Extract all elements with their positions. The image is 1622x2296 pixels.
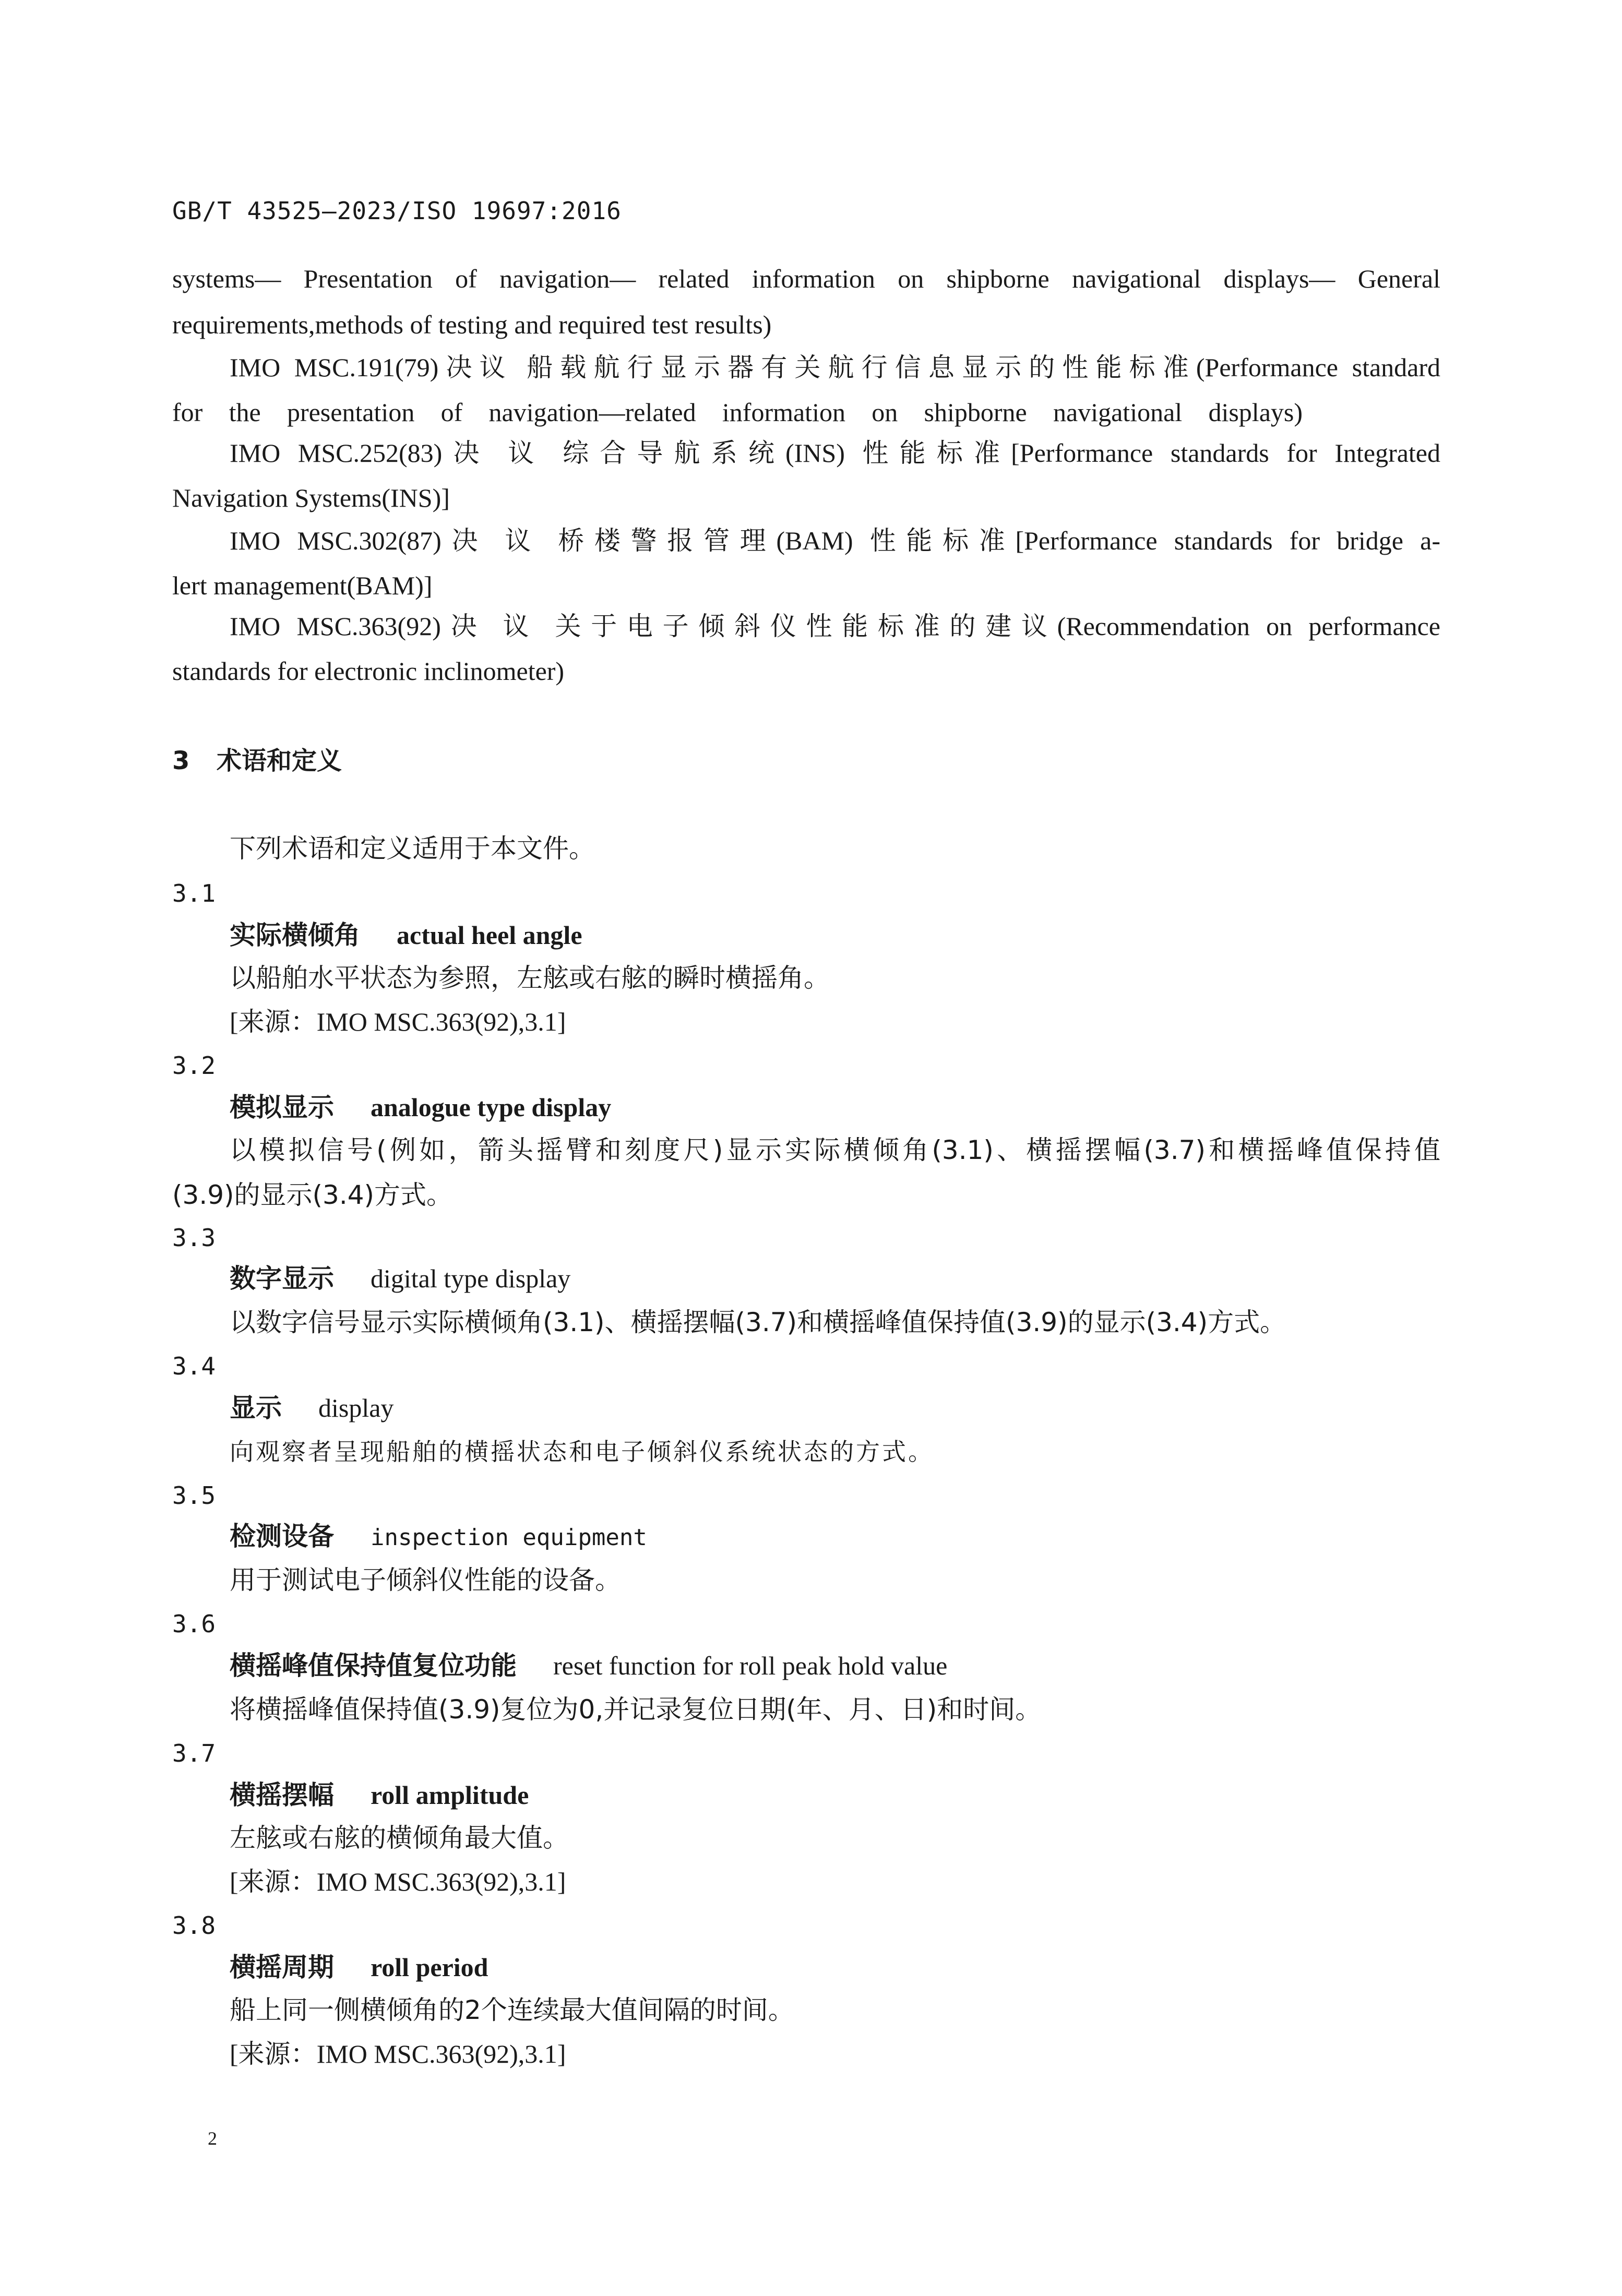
- term-chinese: 检测设备: [230, 1521, 334, 1551]
- term-chinese: 显示: [230, 1393, 282, 1423]
- term-definition: 以模拟信号(例如，箭头摇臂和刻度尺)显示实际横倾角(3.1)、横摇摆幅(3.7)和横摇峰值保持值: [230, 1135, 1440, 1165]
- term-number: 3.5: [172, 1481, 216, 1510]
- reference-continuation-line-2: requirements,methods of testing and required test results): [172, 310, 772, 339]
- term-definition: 以数字信号显示实际横倾角(3.1)、横摇摆幅(3.7)和横摇峰值保持值(3.9)的显示(3.4)方式。: [230, 1307, 1286, 1337]
- section-title: 术语和定义: [217, 746, 342, 775]
- term-number: 3.1: [172, 879, 216, 907]
- term-number: 3.8: [172, 1911, 216, 1940]
- term-number: 3.4: [172, 1352, 216, 1380]
- term-number: 3.2: [172, 1051, 216, 1080]
- term-heading: [230, 1262, 570, 1295]
- term-english: roll period: [371, 1953, 488, 1982]
- reference-imo-363-line-1: IMO MSC.363(92)决 议 关于电子倾斜仪性能标准的建议(Recommendation on performance: [230, 612, 1440, 641]
- section-number: 3: [172, 746, 190, 775]
- reference-imo-191-line-1: IMO MSC.191(79)决议 船载航行显示器有关航行信息显示的性能标准(Performance standard: [230, 353, 1440, 382]
- page-number: 2: [208, 2128, 217, 2149]
- term-english: actual heel angle: [397, 920, 582, 950]
- term-english: inspection equipment: [371, 1524, 647, 1551]
- term-chinese: 横摇峰值保持值复位功能: [230, 1651, 517, 1681]
- term-definition: 将横摇峰值保持值(3.9)复位为0,并记录复位日期(年、月、日)和时间。: [230, 1694, 1042, 1725]
- term-english: digital type display: [371, 1264, 571, 1293]
- reference-imo-363-line-2: standards for electronic inclinometer): [172, 656, 565, 686]
- term-english: reset function for roll peak hold value: [553, 1651, 948, 1680]
- term-number: 3.6: [172, 1610, 216, 1638]
- term-definition: 船上同一侧横倾角的2个连续最大值间隔的时间。: [230, 1995, 794, 2025]
- term-source: [来源：IMO MSC.363(92),3.1]: [230, 1007, 566, 1036]
- term-number: 3.3: [172, 1224, 216, 1252]
- term-heading: [230, 1778, 529, 1812]
- standard-code-header: GB/T 43525—2023/ISO 19697:2016: [172, 197, 622, 225]
- term-definition-continued: (3.9)的显示(3.4)方式。: [172, 1180, 453, 1210]
- reference-imo-252-line-1: IMO MSC.252(83)决 议 综合导航系统(INS) 性能标准[Performance standards for Integrated: [230, 438, 1440, 468]
- term-definition: 向观察者呈现船舶的横摇状态和电子倾斜仪系统状态的方式。: [230, 1438, 934, 1466]
- term-definition: 以船舶水平状态为参照，左舷或右舷的瞬时横摇角。: [230, 963, 830, 993]
- section-intro: 下列术语和定义适用于本文件。: [230, 833, 595, 864]
- term-chinese: 横摇周期: [230, 1952, 334, 1982]
- term-source: [来源：IMO MSC.363(92),3.1]: [230, 2039, 566, 2068]
- term-english: analogue type display: [371, 1093, 612, 1122]
- term-english: roll amplitude: [371, 1780, 529, 1810]
- term-chinese: 横摇摆幅: [230, 1780, 334, 1810]
- term-english: display: [318, 1393, 394, 1422]
- term-heading: [230, 1091, 611, 1124]
- term-definition: 用于测试电子倾斜仪性能的设备。: [230, 1565, 621, 1595]
- reference-imo-302-line-2: lert management(BAM)]: [172, 571, 433, 600]
- term-heading: [230, 1520, 647, 1554]
- term-heading: [230, 918, 582, 952]
- term-chinese: 数字显示: [230, 1263, 334, 1294]
- reference-imo-252-line-2: Navigation Systems(INS)]: [172, 483, 450, 512]
- term-chinese: 实际横倾角: [230, 920, 360, 950]
- term-heading: [230, 1951, 488, 1984]
- term-heading: [230, 1649, 947, 1682]
- reference-continuation-line-1: systems— Presentation of navigation— related information on shipborne navigational displays— General: [172, 264, 1440, 293]
- reference-imo-302-line-1: IMO MSC.302(87)决 议 桥楼警报管理(BAM) 性能标准[Performance standards for bridge a-: [230, 526, 1440, 555]
- term-number: 3.7: [172, 1739, 216, 1767]
- reference-imo-191-line-2: for the presentation of navigation—related information on shipborne navigational displays): [172, 398, 1303, 427]
- term-source: [来源：IMO MSC.363(92),3.1]: [230, 1867, 566, 1896]
- term-definition: 左舷或右舷的横倾角最大值。: [230, 1823, 569, 1853]
- term-chinese: 模拟显示: [230, 1092, 334, 1122]
- term-heading: [230, 1391, 393, 1425]
